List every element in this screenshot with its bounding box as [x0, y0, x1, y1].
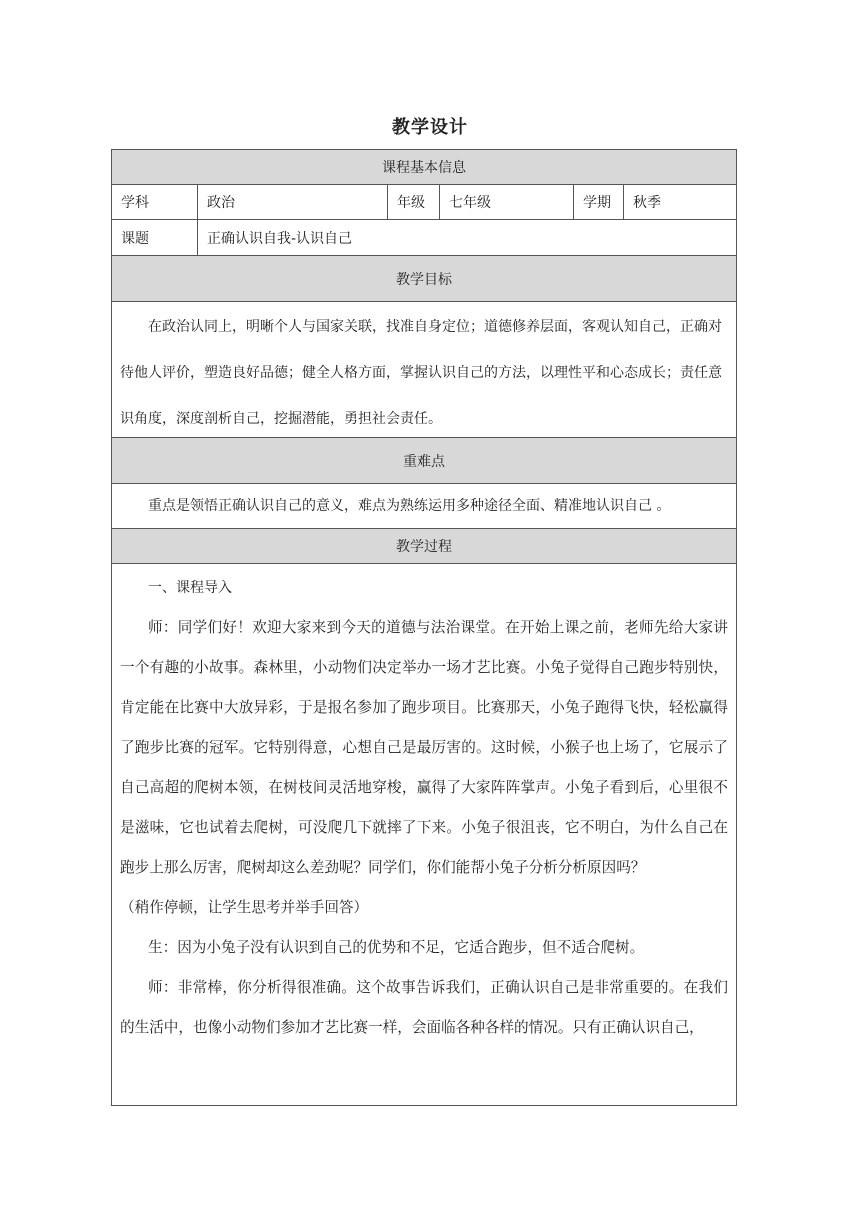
- basic-info-header-label: 课程基本信息: [382, 160, 466, 176]
- info-row-subject: [112, 185, 736, 220]
- term-value: 秋季: [633, 195, 661, 211]
- info-row-topic: [112, 220, 736, 256]
- lesson-plan-table: [111, 149, 737, 1106]
- process-header: [112, 529, 736, 564]
- process-stage-note: （稍作停顿，让学生思考并举手回答）: [120, 899, 369, 916]
- goals-body: [112, 302, 736, 438]
- term-label: 学期: [574, 185, 624, 219]
- grade-value: 七年级: [440, 185, 574, 219]
- grade-label: 年级: [388, 185, 440, 219]
- subject-value: 政治: [198, 185, 388, 219]
- goals-header: [112, 256, 736, 302]
- keypoints-header: [112, 438, 736, 484]
- process-header-label: 教学过程: [396, 539, 452, 555]
- process-paragraph-student-answer: 生：因为小兔子没有认识到自己的优势和不足，它适合跑步，但不适合爬树。: [148, 939, 645, 956]
- subject-label: 学科: [112, 185, 198, 219]
- document-title: 教学设计: [392, 117, 468, 138]
- keypoints-header-label: 重难点: [403, 453, 445, 470]
- basic-info-header: [112, 150, 736, 185]
- process-body: [112, 564, 736, 1106]
- process-content: [112, 568, 736, 1048]
- topic-value: 正确认识自我-认识自己: [207, 230, 353, 247]
- goals-header-label: 教学目标: [396, 271, 452, 288]
- process-paragraph-teacher-story: 师：同学们好！欢迎大家来到今天的道德与法治课堂。在开始上课之前，老师先给大家讲一个有趣的小故事。森林里，小动物们决定举办一场才艺比赛。小兔子觉得自己跑步特别快，肯定能在比赛中大放异彩，于是报名参加了跑步项目。比赛那天，小兔子跑得飞快，轻松赢得了跑步比赛的冠军。它特别得意，心想自己是最厉害的。这时候，小猴子也上场了，它展示了自己高超的爬树本领，在树枝间灵活地穿梭，赢得了大家阵阵掌声。小兔子看到后，心里很不是滋味，它也试着去爬树，可没爬几下就摔了下来。小兔子很沮丧，它不明白，为什么自己在跑步上那么厉害，爬树却这么差劲呢？同学们，你们能帮小兔子分析分析原因吗？: [120, 619, 728, 876]
- process-paragraph-teacher-summary: 师：非常棒，你分析得很准确。这个故事告诉我们，正确认识自己是非常重要的。在我们的生活中，也像小动物们参加才艺比赛一样，会面临各种各样的情况。只有正确认识自己，: [120, 979, 728, 1036]
- topic-label: 课题: [112, 220, 198, 255]
- keypoints-text: 重点是领悟正确认识自己的意义，难点为熟练运用多种途径全面、精准地认识自己 。: [148, 498, 671, 514]
- goals-text: 在政治认同上，明晰个人与国家关联，找准自身定位；道德修养层面，客观认知自己，正确对待他人评价，塑造良好品德；健全人格方面，掌握认识自己的方法，以理性平和心态成长；责任意识角度，深度剖析自己，挖掘潜能，勇担社会责任。: [120, 319, 722, 427]
- keypoints-body: [112, 484, 736, 529]
- process-heading: 一、课程导入: [148, 580, 232, 596]
